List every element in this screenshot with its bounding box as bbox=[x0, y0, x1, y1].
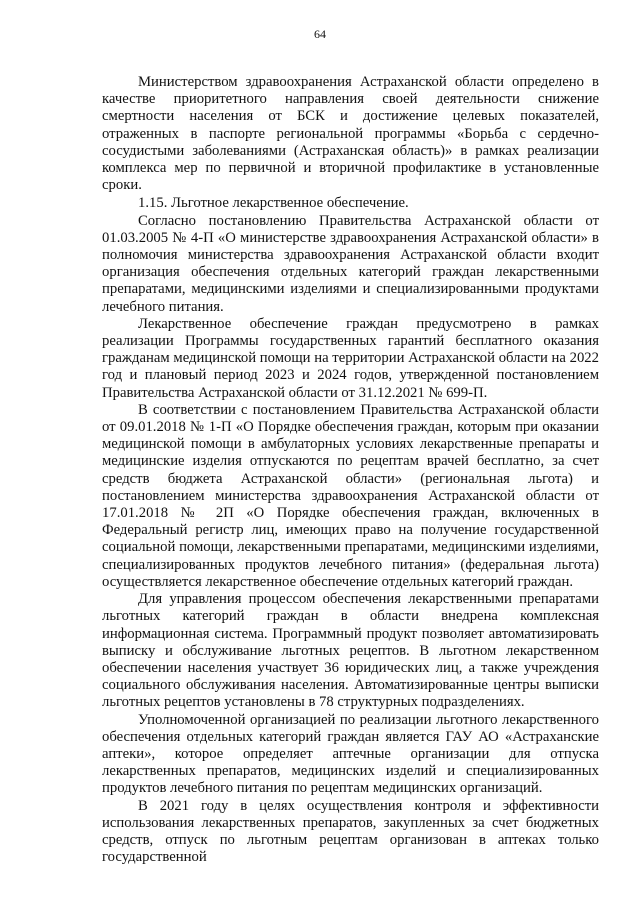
paragraph-ministry-powers: Согласно постановлению Правительства Астраханской области от 01.03.2005 № 4-П «О министерстве здравоохранения Астраханской области» в полномочия министерства здравоохранения Астраханской области входит организация обеспечения отдельных категорий граждан лекарственными препаратами, медицинскими изделиями и специализированными продуктами лечебного питания. bbox=[102, 212, 599, 315]
section-heading-1-15: 1.15. Льготное лекарственное обеспечение. bbox=[138, 195, 409, 212]
paragraph-state-guarantees: Лекарственное обеспечение граждан предусмотрено в рамках реализации Программы государственных гарантий бесплатного оказания гражданам медицинской помощи на территории Астраханской области на 2022 год и плановый период 2023 и 2024 годов, утвержденной постановлением Правительства Астраханской области от 31.12.2021 № 699-П. bbox=[102, 315, 599, 401]
document-body bbox=[102, 74, 599, 866]
paragraph-authorized-organization: Уполномоченной организацией по реализации льготного лекарственного обеспечения отдельных категорий граждан является ГАУ АО «Астраханские аптеки», которое определяет аптечные организации для отпуска лекарственных препаратов, медицинских изделий и специализированных продуктов лечебного питания по рецептам медицинских организаций. bbox=[102, 711, 599, 797]
paragraph-information-system: Для управления процессом обеспечения лекарственными препаратами льготных категорий граждан в области внедрена комплексная информационная система. Программный продукт позволяет автоматизировать выписку и обслуживание льготных рецептов. В льготном лекарственном обеспечении населения участвует 36 юридических лиц, а также учреждения социального обслуживания населения. Автоматизированные центры выписки льготных рецептов установлены в 78 структурных подразделениях. bbox=[102, 591, 599, 711]
page-number: 64 bbox=[314, 27, 326, 41]
paragraph-bsk-priority: Министерством здравоохранения Астраханской области определено в качестве приоритетного направления своей деятельности снижение смертности населения от БСК и достижение целевых показателей, отраженных в паспорте региональной программы «Борьба с сердечно-сосудистыми заболеваниями (Астраханская область)» в рамках реализации комплекса мер по первичной и вторичной профилактике в установленные сроки. bbox=[102, 74, 599, 194]
paragraph-2021-control: В 2021 году в целях осуществления контроля и эффективности использования лекарственных препаратов, закупленных за счет бюджетных средств, отпуск по льготным рецептам организован в аптеках только государственной bbox=[102, 797, 599, 866]
paragraph-regional-federal-benefits: В соответствии с постановлением Правительства Астраханской области от 09.01.2018 № 1-П «О Порядке обеспечения граждан, которым при оказании медицинской помощи в амбулаторных условиях лекарственные препараты и медицинские изделия отпускаются по рецептам врачей бесплатно, за счет средств бюджета Астраханской области» (региональная льгота) и постановлением министерства здравоохранения Астраханской области от 17.01.2018 № 2П «О Порядке обеспечения граждан, включенных в Федеральный регистр лиц, имеющих право на получение государственной социальной помощи, лекарственными препаратами, медицинскими изделиями, специализированных продуктов лечебного питания» (федеральная льгота) осуществляется лекарственное обеспечение отдельных категорий граждан. bbox=[102, 401, 599, 590]
